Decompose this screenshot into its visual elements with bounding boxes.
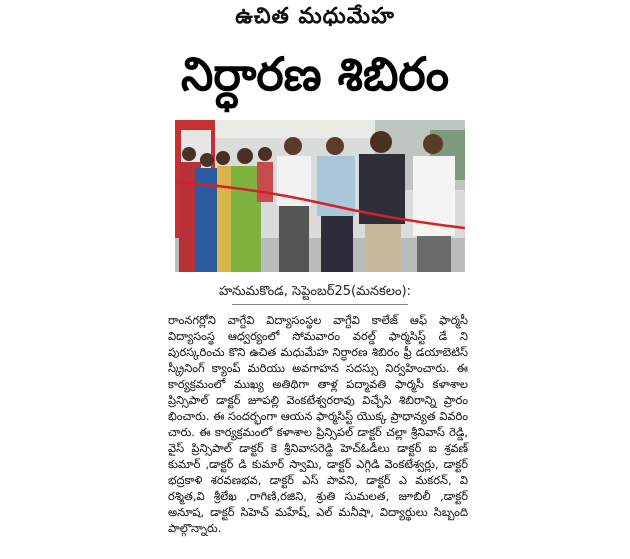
headline-kicker: ఉచిత మధుమేహ [235,4,395,29]
divider [232,304,408,305]
article-body [168,312,468,536]
article-text: రాంనగర్లోని వాగ్దేవి విద్యాసంస్థల వాగ్దేవి కాలేజ్ ఆఫ్ ఫార్మసీ విద్యాసంస్థ ఆధ్వర్యంలో సోమవారం వరల్డ్ ఫార్మసిస్ట్ డే ని పురస్కరించు కొని ఉచిత మధుమేహ నిర్ధారణ శిబిరం ఫ్రీ డయాబెటిస్ స్క్రీనింగ్ క్యాంప్ మరియు అవగాహన సదస్సు నిర్వహించారు. ఈ కార్యక్రమంలో ముఖ్య అతిథిగా తాళ్ల పద్మావతి ఫార్మసీ కళాశాల ప్రిన్సిపాల్ డాక్టర్ జూపల్లి వెంకటేశ్వరరావు విచ్చేసి శిబిరాన్ని ప్రారం భించారు. ఈ సందర్భంగా ఆయన ఫార్మసిస్ట్ యొక్క ప్రాధాన్యత వివరిం చారు. ఈ కార్యక్రమంలో కళాశాల ప్రిన్సిపల్ డాక్టర్ చల్లా శ్రీనివాస్ రెడ్డి, వైస్ ప్రిన్సిపాల్ డాక్టర్ కె శ్రీనివాసరెడ్డి హెచ్ఓడీలు డాక్టర్ ఐ శ్రవణ్ కుమార్ ,డాక్టర్ డి కుమార్ స్వామి, డాక్టర్ ఎగ్గిడి వెంకటేశ్వర్లు, డాక్టర్ భద్రకాళి శరవణభవ, డాక్టర్ ఎస్ పావని, డాక్టర్ ఎ మకరన్, వి రశ్మిత,వి శ్రీలేఖ ,రాగిణి,రజిని, శ్రుతి సుమలత, జూబిలీ ,డాక్టర్ అనూష, డాక్టర్ సిహెచ్ మహేష్, ఎల్ మనీషా, విద్యార్థులు సిబ్బంది పాల్గొన్నారు. [168,313,468,535]
news-photo [175,120,465,272]
headline: నిర్ధారణ శిబిరం [180,47,450,101]
ribbon-cutting-photo [175,120,465,272]
dateline: హనుమకొండ, సెప్టెంబర్25(మనకలం): [218,284,412,299]
